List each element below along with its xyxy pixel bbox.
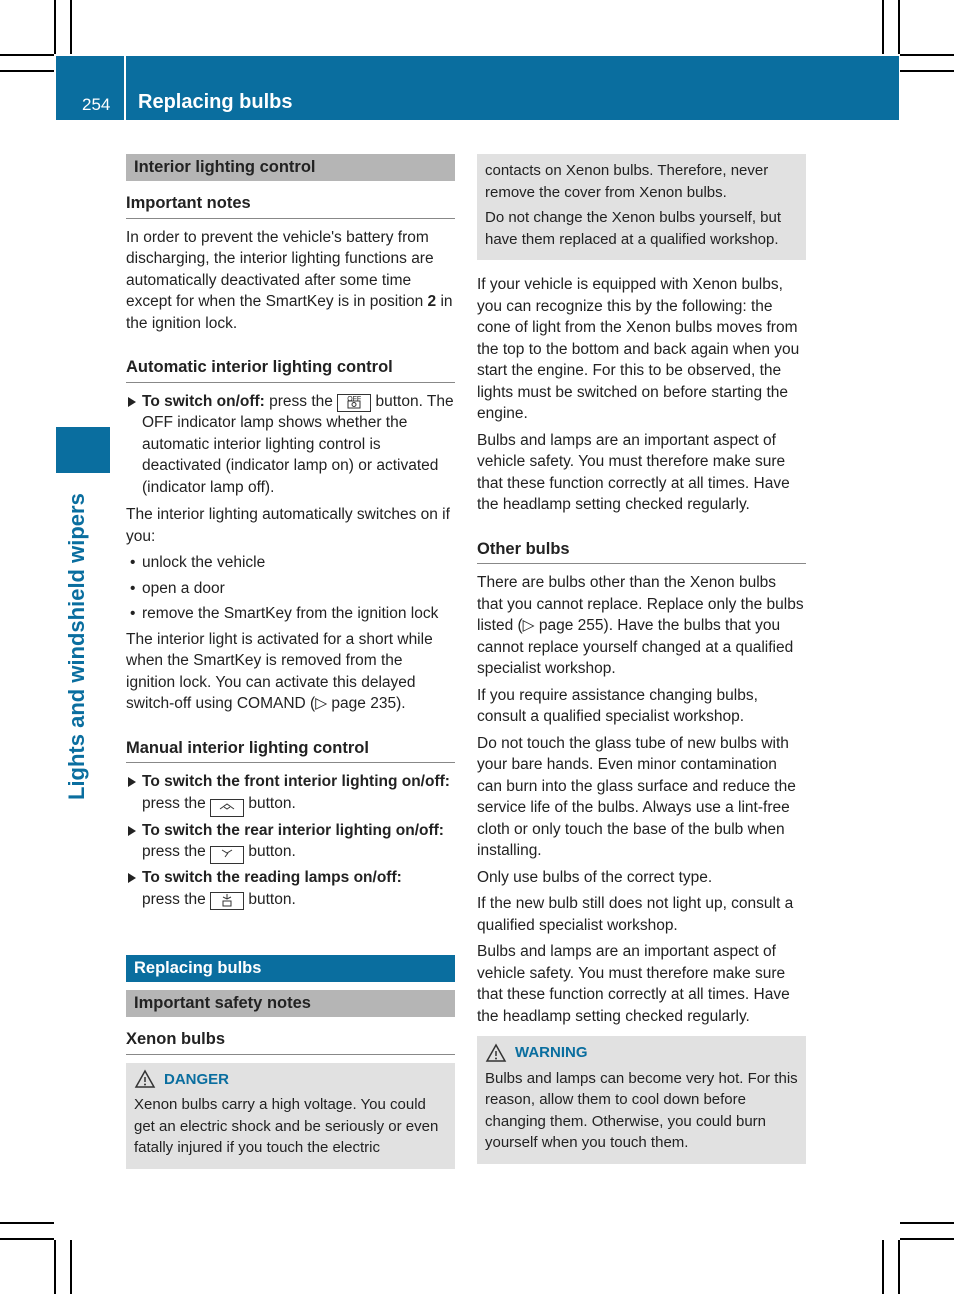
step-label: To switch on/off:	[142, 392, 265, 410]
paragraph	[126, 227, 455, 335]
warning-notice	[477, 1036, 806, 1164]
rear-light-button-icon	[210, 846, 244, 864]
text: press the	[142, 890, 211, 908]
step-label: To switch the reading lamps on/off:	[142, 869, 402, 886]
crop-mark	[54, 1240, 56, 1294]
side-tab-label: Lights and windshield wipers	[64, 493, 89, 800]
text: press the	[142, 794, 211, 812]
text: in the ignition lock.	[126, 293, 453, 332]
notice-text: Bulbs and lamps can become very hot. For this reason, allow them to cool down before changing them. Otherwise, you could burn yourself when you touch them.	[485, 1069, 798, 1151]
notice-text: Do not change the Xenon bulbs yourself, but have them replaced at a qualified workshop.	[485, 209, 782, 248]
paragraph: Do not touch the glass tube of new bulbs with your bare hands. Even minor contamination can burn into the glass surface and reduce the service life of the bulbs. Always use a lint-free cloth or only touch the base of the bulb when installing.	[477, 734, 796, 859]
icon-text: OFF	[347, 395, 362, 403]
instruction-step	[126, 820, 455, 865]
list-item: • remove the SmartKey from the ignition lock	[126, 603, 455, 625]
subheading: Automatic interior lighting control	[126, 357, 455, 383]
paragraph: The interior lighting automatically switches on if you:	[126, 506, 450, 545]
side-tab	[56, 427, 110, 473]
list-item: • unlock the vehicle	[126, 552, 455, 574]
text: In order to prevent the vehicle's battery from discharging, the interior lighting functions are automatically deactivated after some time except for when the SmartKey is in position	[126, 228, 434, 310]
paragraph: The interior light is activated for a short while when the SmartKey is removed from the ignition lock. You can activate this delayed switch-off using COMAND (▷ page 235).	[126, 630, 433, 712]
crop-mark	[0, 1238, 54, 1240]
text: button.	[244, 843, 296, 860]
step-label: To switch the rear interior lighting on/off:	[142, 821, 444, 839]
crop-mark	[882, 1240, 884, 1294]
text: press the	[142, 843, 211, 860]
text: button. The OFF indicator lamp shows whether the automatic interior lighting control is deactivated (indicator lamp on) or activated (indicator lamp off).	[142, 392, 454, 496]
section-heading: Important safety notes	[126, 990, 455, 1017]
instruction-step	[126, 771, 455, 817]
list-item: • open a door	[126, 578, 455, 600]
subheading: Xenon bulbs	[126, 1029, 455, 1055]
page-number: 254	[82, 95, 111, 114]
left-column	[126, 154, 455, 1169]
notice-title: DANGER	[164, 1070, 230, 1088]
crop-mark	[70, 1240, 72, 1294]
page-title: Replacing bulbs	[138, 91, 293, 113]
crop-mark	[54, 0, 56, 54]
danger-notice-continued	[477, 154, 806, 260]
bold-text: 2	[427, 293, 437, 310]
danger-notice	[126, 1063, 455, 1169]
paragraph: If your vehicle is equipped with Xenon bulbs, you can recognize this by the following: the cone of light from the Xenon bulbs moves from the top to the bottom and back again when you start the engine. For this to be observed, the lights must be switched on before starting the engine.	[477, 276, 800, 422]
section-heading: Replacing bulbs	[126, 955, 455, 982]
crop-mark	[900, 70, 954, 72]
instruction-step	[126, 867, 455, 910]
front-light-button-icon	[210, 799, 244, 817]
crop-mark	[900, 54, 954, 56]
notice-text: contacts on Xenon bulbs. Therefore, never remove the cover from Xenon bulbs.	[485, 162, 769, 201]
section-heading: Interior lighting control	[126, 154, 455, 181]
light-off-button-icon	[337, 394, 371, 412]
notice-header	[485, 1042, 798, 1064]
step-label: To switch the front interior lighting on/off:	[142, 773, 450, 790]
crop-mark	[70, 0, 72, 54]
paragraph: Bulbs and lamps are an important aspect of vehicle safety. You must therefore make sure that these function correctly at all times. Have the headlamp setting checked regularly.	[477, 943, 790, 1025]
right-column	[477, 154, 806, 1164]
reading-lamp-button-icon	[210, 892, 244, 910]
subheading: Other bulbs	[477, 539, 806, 565]
subheading: Important notes	[126, 193, 455, 219]
paragraph: If you require assistance changing bulbs, consult a qualified specialist workshop.	[477, 686, 758, 725]
crop-mark	[900, 1222, 954, 1224]
notice-title: WARNING	[515, 1044, 588, 1061]
paragraph: Only use bulbs of the correct type.	[477, 868, 713, 886]
text: button.	[244, 890, 296, 908]
crop-mark	[898, 0, 900, 54]
warning-triangle-icon	[485, 1043, 507, 1063]
paragraph: There are bulbs other than the Xenon bulbs that you cannot replace. Replace only the bulbs listed (▷ page 255). Have the bulbs that you cannot replace yourself changed at a qualified specialist workshop.	[477, 574, 804, 677]
crop-mark	[882, 0, 884, 54]
notice-header	[134, 1069, 447, 1091]
crop-mark	[898, 1240, 900, 1294]
text: press the	[264, 392, 338, 410]
paragraph: Bulbs and lamps are an important aspect of vehicle safety. You must therefore make sure that these function correctly at all times. Have the headlamp setting checked regularly.	[477, 431, 790, 513]
crop-mark	[900, 1238, 954, 1240]
header-divider	[124, 56, 126, 120]
paragraph: If the new bulb still does not light up, consult a qualified specialist workshop.	[477, 895, 794, 934]
instruction-step	[126, 391, 455, 499]
crop-mark	[0, 54, 54, 56]
notice-text: Xenon bulbs carry a high voltage. You could get an electric shock and be seriously or even fatally injured if you touch the electric	[134, 1096, 439, 1156]
crop-mark	[0, 70, 54, 72]
text: button.	[244, 794, 296, 812]
subheading: Manual interior lighting control	[126, 738, 455, 764]
warning-triangle-icon	[134, 1069, 156, 1089]
crop-mark	[0, 1222, 54, 1224]
